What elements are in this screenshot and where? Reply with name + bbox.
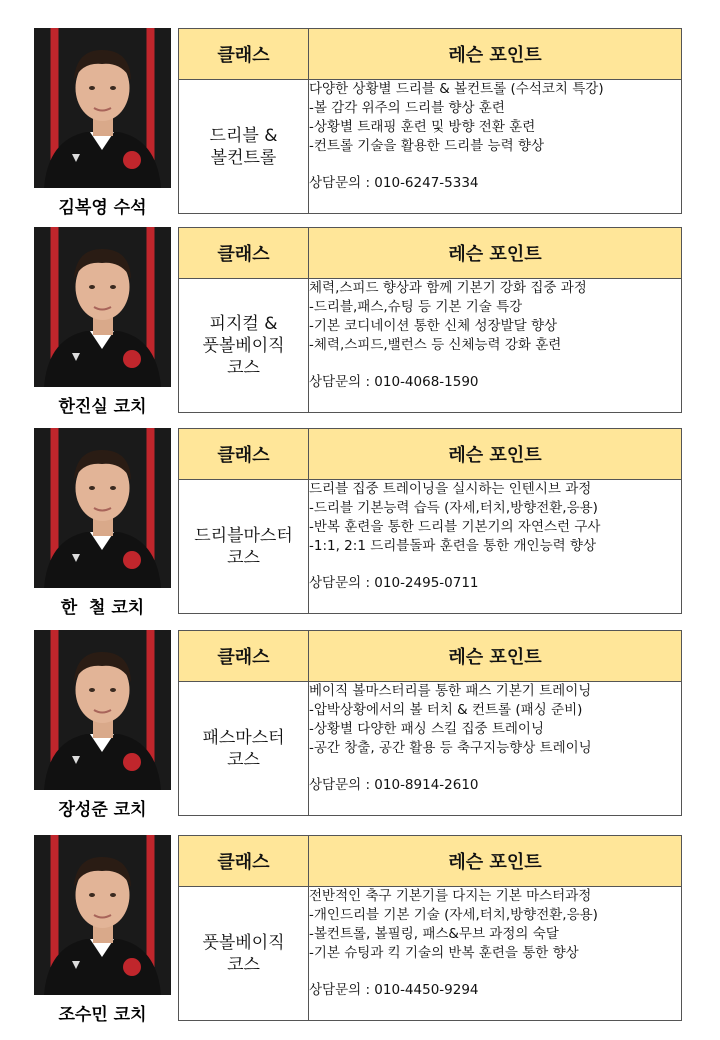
lesson-point-line: 다양한 상황별 드리블 & 볼컨트롤 (수석코치 특강) <box>309 81 604 97</box>
contact-label: 상담문의 : <box>309 374 375 390</box>
contact-label: 상담문의 : <box>309 982 375 998</box>
class-header: 클래스 <box>179 836 309 887</box>
lesson-points <box>309 80 682 214</box>
phone-number[interactable]: 010-6247-5334 <box>374 175 479 191</box>
phone-number[interactable]: 010-4068-1590 <box>374 374 479 390</box>
class-name: 패스마스터 코스 <box>179 682 309 816</box>
class-name: 드리블마스터 코스 <box>179 480 309 614</box>
coach-name: 장성준 코치 <box>58 800 147 820</box>
class-name: 풋볼베이직 코스 <box>179 887 309 1021</box>
lesson-point-line: -압박상황에서의 볼 터치 & 컨트롤 (패싱 준비) <box>309 702 583 718</box>
lesson-point-line: -볼컨트롤, 볼필링, 패스&무브 과정의 숙달 <box>309 926 559 942</box>
coach-name: 한 철 코치 <box>60 598 145 618</box>
lesson-table <box>178 227 682 413</box>
phone-number[interactable]: 010-8914-2610 <box>374 777 479 793</box>
lesson-point-line: -체력,스피드,밸런스 등 신체능력 강화 훈련 <box>309 337 562 353</box>
coach-name: 한진실 코치 <box>58 397 147 417</box>
lesson-points <box>309 480 682 614</box>
contact-label: 상담문의 : <box>309 777 375 793</box>
class-header: 클래스 <box>179 429 309 480</box>
lesson-point-line: -1:1, 2:1 드리블돌파 훈련을 통한 개인능력 향상 <box>309 538 597 554</box>
lesson-point-line: -상황별 다양한 패싱 스킬 집중 트레이닝 <box>309 721 544 737</box>
lesson-points <box>309 682 682 816</box>
lesson-point-line: -상황별 트래핑 훈련 및 방향 전환 훈련 <box>309 119 536 135</box>
lesson-point-line: 전반적인 축구 기본기를 다지는 기본 마스터과정 <box>309 888 592 904</box>
lesson-point-line: -반복 훈련을 통한 드리블 기본기의 자연스런 구사 <box>309 519 601 535</box>
lesson-point-line: -공간 창출, 공간 활용 등 축구지능향상 트레이닝 <box>309 740 592 756</box>
lesson-point-line: 베이직 볼마스터리를 통한 패스 기본기 트레이닝 <box>309 683 592 699</box>
lesson-point-line: -기본 슈팅과 킥 기술의 반복 훈련을 통한 향상 <box>309 945 579 961</box>
points-header: 레슨 포인트 <box>309 836 682 887</box>
coach-name: 조수민 코치 <box>58 1005 147 1025</box>
contact-info <box>309 174 681 193</box>
contact-info <box>309 981 681 1000</box>
phone-number[interactable]: 010-2495-0711 <box>374 575 479 591</box>
lesson-point-line: 체력,스피드 향상과 함께 기본기 강화 집중 과정 <box>309 280 587 296</box>
coach-photo <box>34 835 171 995</box>
contact-info <box>309 373 681 392</box>
lesson-point-line: 드리블 집중 트레이닝을 실시하는 인텐시브 과정 <box>309 481 592 497</box>
points-header: 레슨 포인트 <box>309 228 682 279</box>
lesson-point-line: -컨트롤 기술을 활용한 드리블 능력 향상 <box>309 138 544 154</box>
points-header: 레슨 포인트 <box>309 631 682 682</box>
lesson-table <box>178 835 682 1021</box>
points-header: 레슨 포인트 <box>309 429 682 480</box>
lesson-table <box>178 28 682 214</box>
contact-info <box>309 776 681 795</box>
lesson-point-line: -드리블 기본능력 습득 (자세,터치,방향전환,응용) <box>309 500 598 516</box>
lesson-table <box>178 630 682 816</box>
coach-photo <box>34 428 171 588</box>
class-name: 드리블 & 볼컨트롤 <box>179 80 309 214</box>
lesson-points <box>309 887 682 1021</box>
contact-info <box>309 574 681 593</box>
lesson-point-line: -드리블,패스,슈팅 등 기본 기술 특강 <box>309 299 523 315</box>
phone-number[interactable]: 010-4450-9294 <box>374 982 479 998</box>
lesson-points <box>309 279 682 413</box>
class-name: 피지컬 & 풋볼베이직 코스 <box>179 279 309 413</box>
class-header: 클래스 <box>179 228 309 279</box>
contact-label: 상담문의 : <box>309 175 375 191</box>
class-header: 클래스 <box>179 631 309 682</box>
coach-name: 김복영 수석 <box>58 198 147 218</box>
lesson-point-line: -기본 코디네이션 통한 신체 성장발달 향상 <box>309 318 558 334</box>
coach-photo <box>34 28 171 188</box>
coach-photo <box>34 227 171 387</box>
lesson-point-line: -개인드리블 기본 기술 (자세,터치,방향전환,응용) <box>309 907 598 923</box>
points-header: 레슨 포인트 <box>309 29 682 80</box>
lesson-point-line: -볼 감각 위주의 드리블 향상 훈련 <box>309 100 505 116</box>
contact-label: 상담문의 : <box>309 575 375 591</box>
coach-photo <box>34 630 171 790</box>
lesson-table <box>178 428 682 614</box>
class-header: 클래스 <box>179 29 309 80</box>
